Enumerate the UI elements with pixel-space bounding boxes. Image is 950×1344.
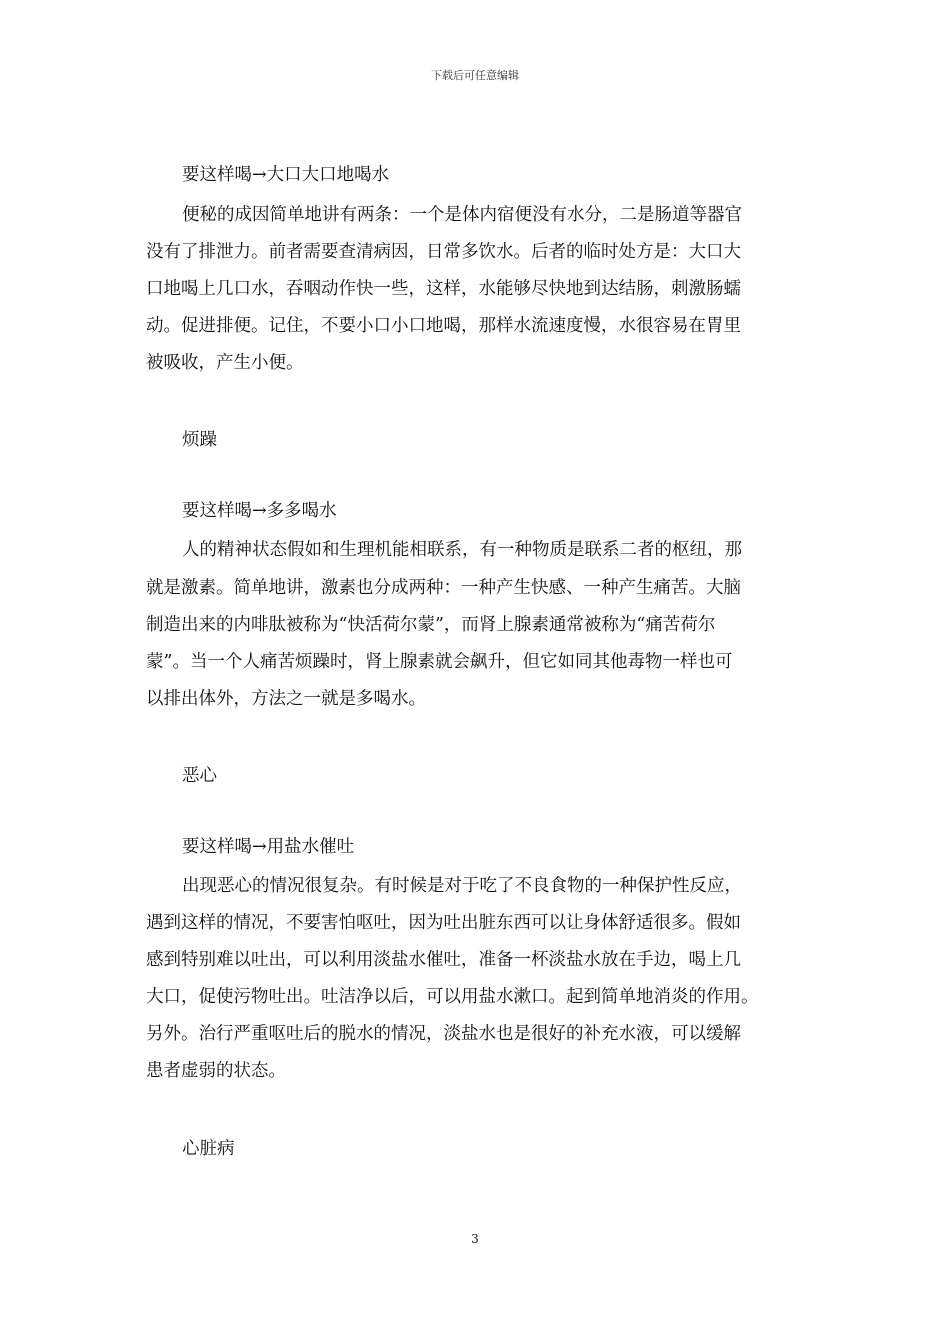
paragraph-line: 人的精神状态假如和生理机能相联系，有一种物质是联系二者的枢纽，那 bbox=[182, 540, 742, 560]
page-number: 3 bbox=[471, 1232, 479, 1246]
section-heading-heart-disease: 心脏病 bbox=[182, 1139, 235, 1159]
paragraph-line: 没有了排泄力。前者需要查清病因，日常多饮水。后者的临时处方是：大口大 bbox=[146, 242, 741, 262]
paragraph-line: 蒙”。当一个人痛苦烦躁时，肾上腺素就会飙升，但它如同其他毒物一样也可 bbox=[146, 652, 733, 672]
paragraph-line: 出现恶心的情况很复杂。有时候是对于吃了不良食物的一种保护性反应， bbox=[182, 876, 742, 896]
paragraph-line: 遇到这样的情况，不要害怕呕吐，因为吐出脏东西可以让身体舒适很多。假如 bbox=[146, 913, 741, 933]
paragraph-line: 以排出体外，方法之一就是多喝水。 bbox=[146, 689, 426, 709]
page-header: 下载后可任意编辑 bbox=[431, 69, 519, 82]
paragraph-line: 口地喝上几口水，吞咽动作快一些，这样，水能够尽快地到达结肠，刺激肠蠕 bbox=[146, 279, 741, 299]
paragraph-line: 便秘的成因简单地讲有两条：一个是体内宿便没有水分，二是肠道等器官 bbox=[182, 205, 742, 225]
section-heading-irritability: 烦躁 bbox=[182, 430, 217, 450]
paragraph-line: 另外。治行严重呕吐后的脱水的情况，淡盐水也是很好的补充水液，可以缓解 bbox=[146, 1024, 741, 1044]
paragraph-line: 感到特别难以吐出，可以利用淡盐水催吐，准备一杯淡盐水放在手边，喝上几 bbox=[146, 950, 741, 970]
subheading-irritability: 要这样喝→多多喝水 bbox=[182, 501, 337, 521]
paragraph-line: 制造出来的内啡肽被称为“快活荷尔蒙”，而肾上腺素通常被称为“痛苦荷尔 bbox=[146, 615, 716, 635]
section-heading-nausea: 恶心 bbox=[182, 766, 217, 786]
paragraph-line: 患者虚弱的状态。 bbox=[146, 1061, 286, 1081]
paragraph-line: 就是激素。简单地讲，激素也分成两种：一种产生快感、一种产生痛苦。大脑 bbox=[146, 578, 741, 598]
paragraph-line: 被吸收，产生小便。 bbox=[146, 353, 304, 373]
subheading-constipation: 要这样喝→大口大口地喝水 bbox=[182, 165, 390, 185]
paragraph-line: 大口，促使污物吐出。吐洁净以后，可以用盐水漱口。起到简单地消炎的作用。 bbox=[146, 987, 759, 1007]
subheading-nausea: 要这样喝→用盐水催吐 bbox=[182, 837, 355, 857]
paragraph-line: 动。促进排便。记住，不要小口小口地喝，那样水流速度慢，水很容易在胃里 bbox=[146, 316, 741, 336]
